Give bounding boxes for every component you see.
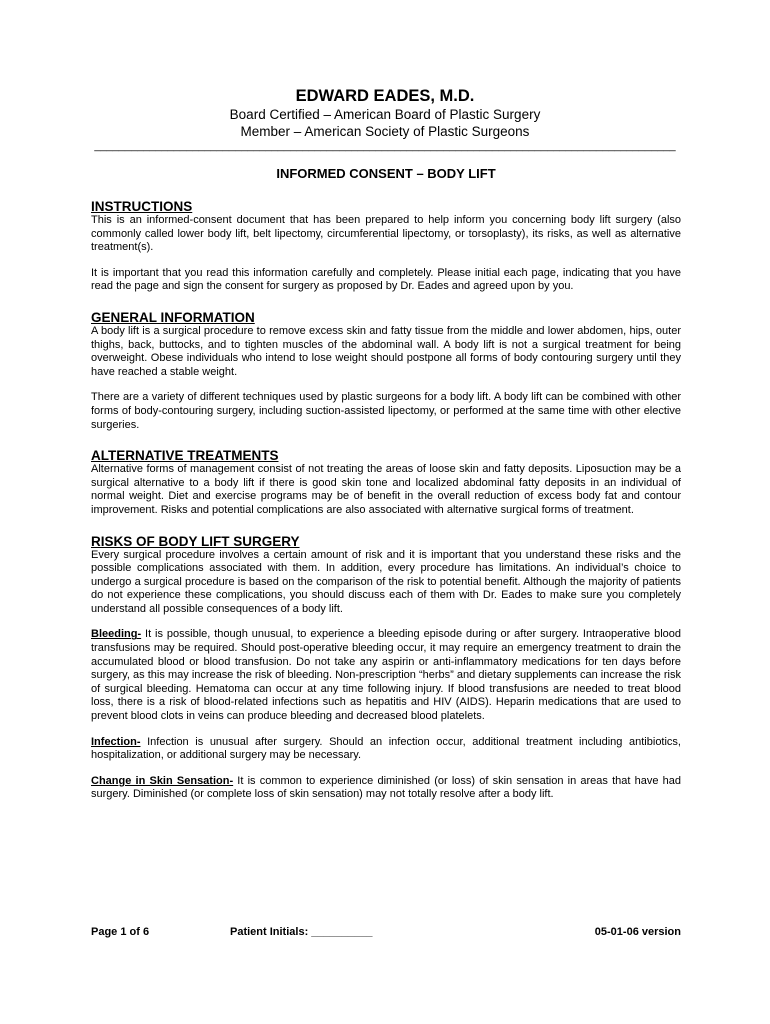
document-title: INFORMED CONSENT – BODY LIFT — [276, 166, 496, 181]
infection-text: Infection is unusual after surgery. Should an infection occur, additional treatment including antibiotics, hospitalization, or additional surgery may be necessary. — [91, 735, 681, 762]
general-paragraph-1: A body lift is a surgical procedure to remove excess skin and fatty tissue from the middle and lower abdomen, hips, outer thighs, back, buttocks, and to tighten muscles of the abdominal wall. A body lift is not a surgical treatment for being overweight. Obese individuals who intend to lose weight should postpone all forms of body contouring surgery until they have reached a stable weight. — [91, 324, 681, 378]
society-membership: Member – American Society of Plastic Surgeons — [240, 124, 530, 139]
risks-paragraph: Every surgical procedure involves a certain amount of risk and it is important that you understand these risks and the possible complications associated with them. In addition, every procedure has limitations. An individual’s choice to undergo a surgical procedure is based on the comparison of the risk to potential benefit. Although the majority of patients do not experience these complications, you should discuss each of them with Dr. Eades to make sure you completely understand all possible consequences of a body lift. — [91, 548, 681, 615]
bleeding-paragraph — [91, 628, 681, 723]
general-paragraph-2: There are a variety of different techniques used by plastic surgeons for a body lift. A body lift can be combined with other forms of body-contouring surgery, including suction-assisted lipectomy, or performed at the same time with other elective surgeries. — [91, 391, 681, 431]
alternative-treatments-heading: ALTERNATIVE TREATMENTS — [91, 448, 279, 464]
infection-paragraph — [91, 736, 681, 763]
letterhead — [0, 86, 770, 152]
instructions-heading: INSTRUCTIONS — [91, 199, 193, 214]
bleeding-term: Bleeding- — [91, 628, 142, 641]
instructions-paragraph-1: This is an informed-consent document that has been prepared to help inform you concerning body lift surgery (also commonly called lower body lift, belt lipectomy, circumferential lipectomy, or torsoplasty), its risks, as well as alternative treatment(s). — [91, 214, 681, 254]
header-rule: _______________________________________________________________________________________________ — [94, 140, 676, 152]
skin-sensation-text: It is common to experience diminished (or loss) of skin sensation in areas that have had surgery. Diminished (or complete loss of skin sensation) may not totally resolve after a body lift. — [91, 774, 681, 801]
alternative-paragraph: Alternative forms of management consist of not treating the areas of loose skin and fatty deposits. Liposuction may be a surgical alternative to a body lift if there is good skin tone and localized abdominal fatty deposits in an individual of normal weight. Diet and exercise programs may be of benefit in the overall reduction of excess body fat and contour improvement. Risks and potential complications are also associated with alternative surgical forms of treatment. — [91, 463, 681, 516]
skin-sensation-paragraph — [91, 775, 681, 802]
patient-initials-field: Patient Initials: __________ — [230, 926, 373, 938]
page-number: Page 1 of 6 — [91, 926, 150, 938]
board-certification: Board Certified – American Board of Plastic Surgery — [229, 107, 541, 122]
document-page — [91, 84, 681, 802]
bleeding-text: It is possible, though unusual, to experience a bleeding episode during or after surgery. Intraoperative blood transfusions may be required. Should post-operative bleeding occur, it may require an emergency treatment to drain the accumulated blood or blood transfusion. Do not take any aspirin or anti-inflammatory medications for ten days before surgery, as this may increase the risk of bleeding. Non-prescription “herbs” and dietary supplements can increase the risk of surgical bleeding. Hematoma can occur at any time following injury. If blood transfusions are needed to treat blood loss, there is a risk of blood-related infections such as hepatitis and HIV (AIDS). Heparin medications that are used to prevent blood clots in veins can produce bleeding and decreased blood platelets. — [91, 628, 681, 723]
instructions-paragraph-2: It is important that you read this information carefully and completely. Please initial each page, indicating that you have read the page and sign the consent for surgery as proposed by Dr. Eades and agreed upon by you. — [91, 266, 681, 293]
risks-heading: RISKS OF BODY LIFT SURGERY — [91, 533, 300, 549]
infection-term: Infection- — [91, 735, 141, 748]
skin-sensation-term: Change in Skin Sensation- — [91, 774, 234, 787]
general-information-heading: GENERAL INFORMATION — [91, 309, 255, 325]
version-label: 05-01-06 version — [594, 926, 681, 938]
doctor-name: EDWARD EADES, M.D. — [295, 87, 475, 105]
